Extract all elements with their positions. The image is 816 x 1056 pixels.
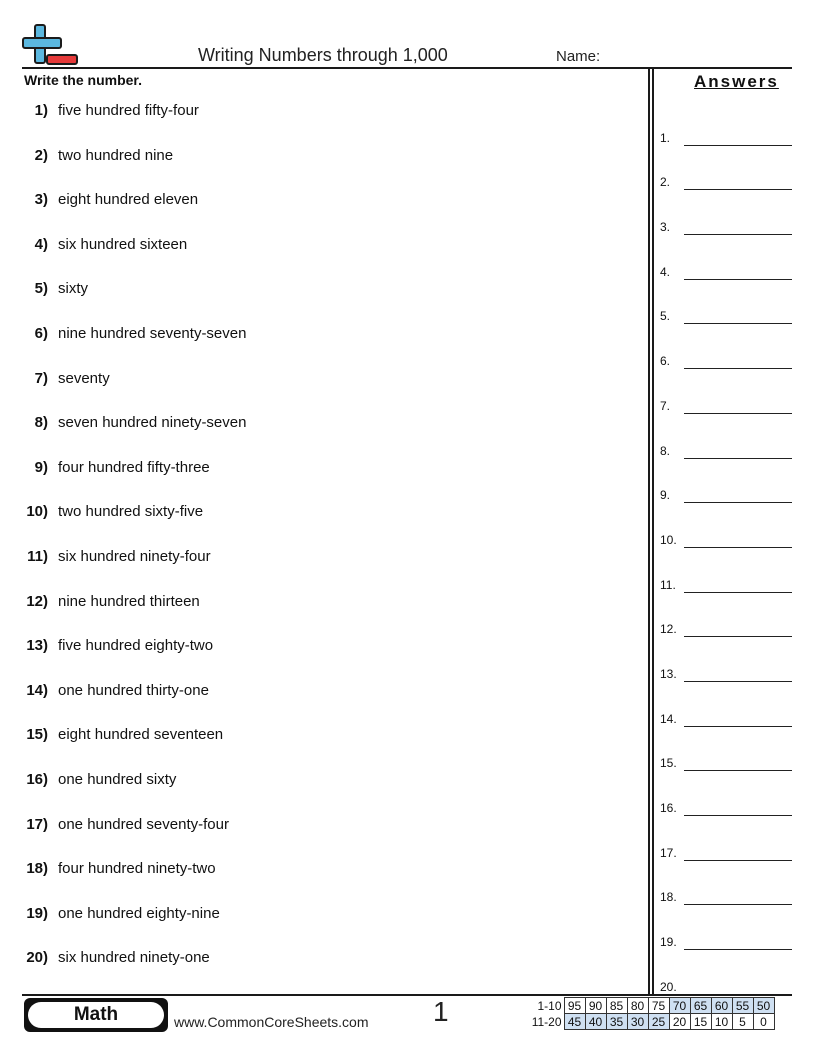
answer-blank[interactable] [684,547,792,548]
question-text: one hundred thirty-one [58,681,209,699]
logo-icon [22,24,80,68]
header-divider [22,67,792,69]
question-item [20,947,640,992]
answer-number: 2. [660,175,671,190]
score-cell: 90 [585,998,606,1014]
answer-blank[interactable] [684,681,792,682]
question-number: 9) [34,458,48,476]
answer-blank[interactable] [684,860,792,861]
question-number: 4) [34,235,48,253]
question-text: four hundred ninety-two [58,860,216,878]
question-item [20,368,640,413]
question-number: 7) [34,369,48,387]
question-number: 16) [26,770,48,788]
answer-blank[interactable] [684,592,792,593]
question-number: 19) [26,904,48,922]
score-cell: 25 [648,1014,669,1030]
subject-badge [24,998,168,1032]
page-title: Writing Numbers through 1,000 [198,45,448,65]
answer-blank[interactable] [684,279,792,280]
answer-item [660,429,792,474]
question-item [20,635,640,680]
question-item [20,680,640,725]
question-text: nine hundred seventy-seven [58,324,247,342]
answer-number: 18. [660,890,677,905]
question-number: 10) [26,503,48,521]
answer-blank[interactable] [684,949,792,950]
column-divider [648,67,654,995]
question-item [20,457,640,502]
question-item [20,278,640,323]
question-number: 15) [26,726,48,744]
answer-item [660,742,792,787]
answer-number: 17. [660,845,677,860]
score-cell: 80 [627,998,648,1014]
answer-item [660,876,792,921]
answer-number: 1. [660,130,671,145]
question-text: four hundred fifty-three [58,458,210,476]
score-row-label: 1-10 [537,998,562,1013]
score-cell: 95 [564,998,585,1014]
question-number: 11) [27,547,48,565]
score-cell: 10 [711,1014,732,1030]
question-item [20,591,640,636]
score-cell: 70 [669,998,690,1014]
answer-number: 12. [660,622,677,637]
question-number: 1) [34,102,48,119]
answer-item [660,831,792,876]
question-number: 20) [26,949,48,967]
score-row-label: 11-20 [531,1014,562,1029]
question-text: one hundred seventy-four [58,815,229,833]
page-number: 1 [433,996,449,1027]
answer-number: 19. [660,935,677,950]
question-item [20,234,640,279]
question-text: five hundred eighty-two [58,637,214,655]
answer-blank[interactable] [684,368,792,369]
question-item [20,858,640,903]
answer-blank[interactable] [684,770,792,771]
answer-number: 15. [660,756,677,771]
score-table [528,997,775,1030]
answer-item [660,608,792,653]
question-item [20,145,640,190]
answer-blank[interactable] [684,145,792,146]
score-cell: 35 [606,1014,627,1030]
question-item [20,501,640,546]
answer-number: 20. [660,979,677,994]
answer-item [660,697,792,742]
score-cell: 75 [648,998,669,1014]
question-text: one hundred eighty-nine [58,904,220,922]
answer-item [660,295,792,340]
answer-number: 14. [660,711,677,726]
question-text: eight hundred eleven [58,191,199,209]
answers-title: Answers [694,72,779,91]
score-row [528,998,774,1014]
answer-number: 10. [660,532,677,547]
answer-number: 3. [660,220,671,235]
question-item [20,546,640,591]
answer-list [660,116,792,1010]
footer-divider [22,994,792,996]
question-number: 17) [26,815,48,833]
question-number: 12) [26,592,48,610]
instructions: Write the number. [24,72,142,88]
question-text: one hundred sixty [58,770,177,788]
answer-blank[interactable] [684,458,792,459]
score-cell: 85 [606,998,627,1014]
score-cell: 60 [711,998,732,1014]
question-number: 3) [34,191,48,209]
answer-item [660,652,792,697]
question-number: 8) [34,414,48,432]
score-cell: 20 [669,1014,690,1030]
answer-number: 5. [660,309,671,324]
question-number: 2) [34,146,48,164]
question-item [20,323,640,368]
question-text: two hundred sixty-five [58,503,204,521]
question-text: nine hundred thirteen [58,592,200,610]
answer-item [660,339,792,384]
question-number: 5) [34,280,48,298]
answer-blank[interactable] [684,413,792,414]
question-text: five hundred fifty-four [58,102,199,119]
question-item [20,724,640,769]
question-text: seventy [58,369,110,387]
score-cell: 5 [732,1014,753,1030]
question-item [20,189,640,234]
answer-number: 9. [660,488,671,503]
answer-item [660,205,792,250]
answer-item [660,518,792,563]
answer-blank[interactable] [684,726,792,727]
question-text: sixty [58,280,88,298]
answer-number: 4. [660,264,671,279]
name-label: Name: [556,48,601,65]
answer-blank[interactable] [684,323,792,324]
question-number: 6) [34,324,48,342]
question-item [20,412,640,457]
question-number: 18) [26,860,48,878]
score-cell: 15 [690,1014,711,1030]
answer-number: 8. [660,443,671,458]
subject-label: Math [28,1002,164,1028]
answer-item [660,474,792,519]
answer-blank[interactable] [684,904,792,905]
question-number: 13) [26,637,48,655]
question-item [20,769,640,814]
answer-number: 13. [660,666,677,681]
score-cell: 0 [753,1014,774,1030]
answer-blank[interactable] [684,234,792,235]
answer-item [660,786,792,831]
question-item [20,100,640,145]
question-list [20,100,640,992]
question-text: six hundred ninety-one [58,949,210,967]
answer-item [660,116,792,161]
answer-item [660,563,792,608]
answer-blank[interactable] [684,636,792,637]
answer-blank[interactable] [684,189,792,190]
question-text: two hundred nine [58,146,174,164]
question-number: 14) [26,681,48,699]
question-text: seven hundred ninety-seven [58,414,247,432]
question-item [20,903,640,948]
question-text: six hundred sixteen [58,235,188,253]
question-text: six hundred ninety-four [58,547,211,565]
answer-number: 16. [660,801,677,815]
score-cell: 55 [732,998,753,1014]
score-cell: 65 [690,998,711,1014]
answer-number: 11. [660,577,676,592]
answer-item [660,920,792,965]
answer-item [660,384,792,429]
answer-item [660,161,792,206]
answer-blank[interactable] [684,502,792,503]
answer-number: 6. [660,354,671,369]
question-item [20,814,640,859]
question-text: eight hundred seventeen [58,726,224,744]
answer-item [660,250,792,295]
website-text: www.CommonCoreSheets.com [174,1014,369,1030]
answer-blank[interactable] [684,815,792,816]
score-row [528,1014,774,1030]
score-cell: 45 [564,1014,585,1030]
answer-number: 7. [660,398,671,413]
score-cell: 50 [753,998,774,1014]
score-cell: 30 [627,1014,648,1030]
score-cell: 40 [585,1014,606,1030]
